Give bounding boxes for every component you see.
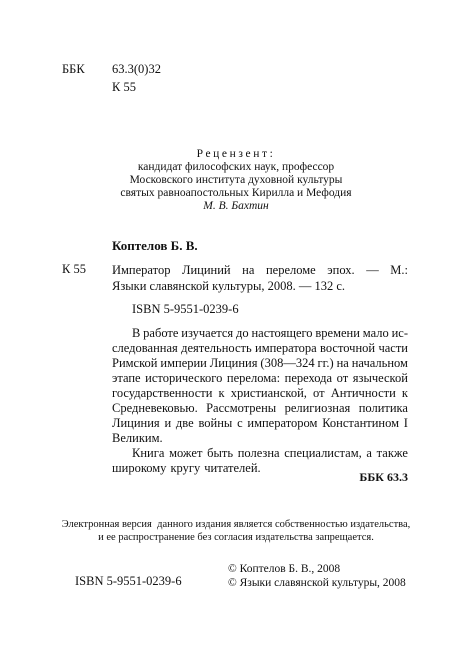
title-word: на bbox=[242, 263, 255, 277]
annotation-word: настоящего bbox=[251, 326, 313, 340]
copyright-publisher: © Языки славянской культуры, 2008 bbox=[228, 577, 406, 589]
annotation-word: от bbox=[336, 371, 349, 385]
annotation-word: восточной bbox=[320, 341, 376, 355]
annotation-word: перелома: bbox=[226, 371, 281, 385]
title-word: — bbox=[366, 263, 379, 277]
annotation-line bbox=[112, 416, 408, 431]
annotation-word: религиозная bbox=[284, 401, 351, 415]
annotation-word: мало bbox=[362, 326, 389, 340]
annotation-word: до bbox=[236, 326, 249, 340]
annotation-word: Античности bbox=[330, 386, 396, 400]
annotation-line bbox=[112, 341, 408, 356]
entry-title-line1 bbox=[112, 262, 408, 278]
annotation-word: этапе bbox=[112, 371, 141, 385]
annotation-word: времени bbox=[315, 326, 360, 340]
bbk-code: 63.3(0)32 bbox=[112, 62, 161, 76]
title-word: М.: bbox=[390, 263, 408, 277]
annotation-line bbox=[112, 401, 408, 416]
annotation-line bbox=[112, 326, 408, 341]
annotation-word: языческой bbox=[352, 371, 408, 385]
notice-line: Электронная версия данного издания является собственностью издательства, bbox=[61, 519, 411, 530]
annotation-word: и bbox=[164, 416, 172, 430]
annotation-word: две bbox=[175, 416, 194, 430]
title-word: Император bbox=[112, 263, 171, 277]
annotation-bbk: ББК 63.3 bbox=[359, 470, 408, 484]
annotation-word: Лициния bbox=[112, 416, 160, 430]
annotation-word: Константином bbox=[322, 416, 400, 430]
annotation-word: специалистам, bbox=[284, 446, 362, 460]
annotation-word: гг.) bbox=[317, 356, 334, 370]
annotation bbox=[112, 326, 408, 476]
annotation-line bbox=[112, 446, 408, 461]
notice-line: и ее распространение без согласия издательства запрещается. bbox=[98, 532, 374, 543]
bbk-label: ББК bbox=[62, 62, 85, 76]
reviewer-line: святых равноапостольных Кирилла и Мефодия bbox=[120, 187, 352, 199]
reviewer-block bbox=[0, 148, 472, 213]
title-word: эпох. bbox=[327, 263, 355, 277]
annotation-word: исторического bbox=[145, 371, 223, 385]
reviewer-heading: Рецензент: bbox=[196, 148, 276, 160]
annotation-word: кругу bbox=[170, 461, 201, 475]
annotation-line bbox=[112, 386, 408, 401]
copyright-block bbox=[228, 562, 406, 590]
annotation-word: Средневековью. bbox=[112, 401, 198, 415]
bbk-classification bbox=[62, 62, 161, 77]
annotation-word: изучается bbox=[181, 326, 234, 340]
annotation-word: императора bbox=[255, 341, 317, 355]
annotation-word: политика bbox=[358, 401, 408, 415]
annotation-word: (308—324 bbox=[260, 356, 315, 370]
annotation-word: на bbox=[336, 356, 349, 370]
annotation-word: читателей. bbox=[204, 461, 261, 475]
annotation-word: государственности bbox=[112, 386, 213, 400]
annotation-word: с bbox=[237, 416, 243, 430]
footer-isbn: ISBN 5-9551-0239-6 bbox=[75, 574, 182, 588]
annotation-word: к bbox=[218, 386, 225, 400]
title-word: переломе bbox=[265, 263, 316, 277]
annotation-word: полезна bbox=[237, 446, 280, 460]
annotation-word: работе bbox=[143, 326, 179, 340]
electronic-version-notice bbox=[0, 518, 472, 544]
annotation-word: следованная bbox=[112, 341, 178, 355]
author-mark: К 55 bbox=[112, 80, 136, 94]
annotation-word: Книга bbox=[132, 446, 165, 460]
annotation-word: христианской, bbox=[230, 386, 307, 400]
annotation-word: войны bbox=[198, 416, 233, 430]
annotation-word: I bbox=[403, 416, 408, 430]
entry-author: Коптелов Б. В. bbox=[112, 238, 198, 253]
reviewer-line: Московского института духовной культуры bbox=[129, 174, 343, 186]
entry-title-line2: Языки славянской культуры, 2008. — 132 с. bbox=[112, 279, 346, 293]
annotation-word: быть bbox=[207, 446, 234, 460]
annotation-word: широкому bbox=[112, 461, 167, 475]
annotation-word: империи bbox=[160, 356, 207, 370]
entry-mark: К 55 bbox=[62, 262, 86, 276]
annotation-word: а bbox=[366, 446, 372, 460]
annotation-word: части bbox=[378, 341, 408, 355]
annotation-word: может bbox=[169, 446, 203, 460]
title-word: Лициний bbox=[182, 263, 231, 277]
annotation-line bbox=[112, 356, 408, 371]
annotation-word: перехода bbox=[284, 371, 333, 385]
reviewer-line: кандидат философских наук, профессор bbox=[137, 161, 335, 173]
annotation-word: также bbox=[376, 446, 408, 460]
annotation-word: ис- bbox=[391, 326, 408, 340]
entry-isbn: ISBN 5-9551-0239-6 bbox=[132, 302, 239, 316]
reviewer-name: М. В. Бахтин bbox=[203, 200, 269, 212]
annotation-line bbox=[112, 431, 408, 446]
annotation-word: императором bbox=[247, 416, 318, 430]
annotation-word: Рассмотрены bbox=[206, 401, 277, 415]
annotation-word: к bbox=[401, 386, 408, 400]
annotation-word: В bbox=[132, 326, 141, 340]
copyright-author: © Коптелов Б. В., 2008 bbox=[228, 563, 341, 575]
annotation-word: от bbox=[313, 386, 325, 400]
entry-title bbox=[112, 262, 408, 294]
annotation-word: Великим. bbox=[112, 431, 163, 445]
annotation-line bbox=[112, 371, 408, 386]
annotation-word: деятельность bbox=[181, 341, 252, 355]
annotation-word: Римской bbox=[112, 356, 158, 370]
annotation-word: Лициния bbox=[209, 356, 258, 370]
annotation-word: начальном bbox=[351, 356, 408, 370]
